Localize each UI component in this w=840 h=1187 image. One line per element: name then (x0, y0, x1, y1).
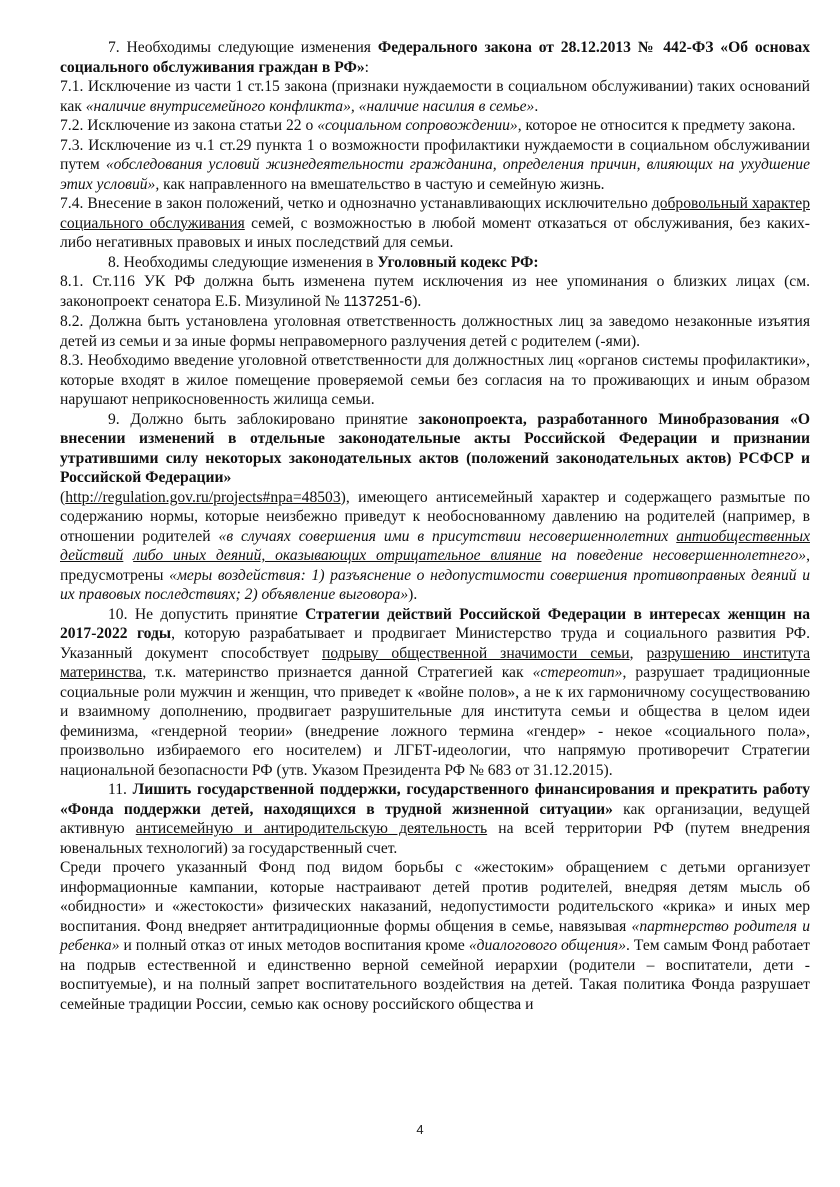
italic-quote: «стереотип» (532, 664, 623, 681)
underlined-phrase: разрушению института материнства (60, 644, 811, 681)
paragraph-text: 7. Необходимы следующие изменения (108, 39, 378, 56)
paragraph-7-4 (60, 194, 810, 253)
paragraph-text: на всей территории РФ (путем внедрения ювенальных технологий) за государственный счет. (60, 820, 810, 857)
regulation-link[interactable]: http://regulation.gov.ru/projects#npa=48503 (65, 488, 341, 506)
paragraph-8 (60, 253, 810, 273)
italic-quote (123, 547, 133, 564)
paragraph-text: , разрушает традиционные социальные роли мужчин и женщин, что приведет к «войне полов», а не к их гармоничному сосуществованию и взаимному дополнению, продвигает разрушительные для института семьи и общества в целом идеи феминизма, «гендерной теории» (внедрение ложного термина «гендер» - некое «социального пола», произвольно избираемого его носителем) и ЛГБТ-идеологии, что напрямую противоречит Стратегии национальной безопасности РФ (утв. Указом Президента РФ № 683 от 31.12.2015). (60, 664, 810, 779)
paragraph-text: ) (340, 488, 346, 506)
paragraph-7-3 (60, 136, 810, 195)
paragraph-text: 11. (108, 781, 133, 798)
italic-quote: «меры воздействия: 1) разъяснение о недопустимости совершения противоправных деяний и их правовых последствиях; 2) объявление выговора» (60, 566, 810, 603)
fund-title: Лишить государственной поддержки, государственного финансирования и прекратить работу «Фонда поддержки детей, находящихся в трудной жизненной ситуации» (60, 781, 811, 818)
paragraph-text: ( (60, 488, 66, 506)
paragraph-11 (60, 780, 810, 858)
paragraph-text: 9. Должно быть заблокировано принятие (108, 410, 419, 428)
paragraph-text: , которое не относится к предмету закона. (517, 117, 796, 134)
code-title: Уголовный кодекс РФ: (377, 253, 539, 271)
paragraph-text: 7.1. Исключение из части 1 ст.15 закона (признаки нуждаемости в социальном обслуживании) таких оснований как (60, 78, 810, 115)
paragraph-7 (60, 38, 810, 77)
paragraph-text: 7.3. Исключение из ч.1 ст.29 пункта 1 о возможности профилактики нуждаемости в социальном обслуживании путем (60, 136, 810, 173)
paragraph-text: : (364, 58, 369, 76)
paragraph-text: ). (412, 292, 422, 310)
underlined-quote: либо иных деяний, оказывающих отрицательное влияние (133, 547, 542, 564)
italic-quote: «диалогового общения» (468, 937, 627, 954)
underlined-phrase: добровольный характер социального обслуживания (60, 195, 810, 232)
paragraph-7-2 (60, 116, 810, 136)
paragraph-text: , которую разрабатывает и продвигает Министерство труда и социального развития РФ. Указанный документ способствует (60, 625, 810, 662)
paragraph-text: Среди прочего указанный Фонд под видом борьбы с «жестоким» обращением с детьми организует информационные кампании, которые настраивают детей против родителей, внедряя детям мысль об «обидности» и «жестокости» физических наказаний, недопустимости родительского «крика» и иных мер воспитания. Фонд внедряет антитрадиционные формы общения в семье, навязывая (60, 859, 810, 935)
italic-quote: «в случаях совершения ими в присутствии несовершеннолетних (218, 527, 677, 545)
paragraph-12 (60, 858, 810, 1014)
paragraph-9 (60, 410, 810, 605)
bill-title: законопроекта, разработанного Минобразования «О внесении изменений в отдельные законодательные акты Российской Федерации и признании утратившими силу некоторых законодательных актов (положений законодательных актов) РСФСР и Российской Федерации» (60, 410, 810, 486)
page-number: 4 (416, 1122, 424, 1137)
paragraph-text: , предусмотрены (60, 547, 811, 584)
paragraph-text: 8.1. Ст.116 УК РФ должна быть изменена путем исключения из нее упоминания о близких лицах (см. законопроект сенатора Е.Б. Мизулиной № (60, 273, 810, 310)
paragraph-text: 10. Не допустить принятие (108, 605, 306, 623)
paragraph-text: как организации, ведущей активную (60, 800, 810, 837)
underlined-phrase: антисемейную и антиродительскую деятельность (135, 820, 488, 837)
paragraph-8-1 (60, 272, 810, 312)
paragraph-text: . Тем самым Фонд работает на подрыв естественной и единственно верной семейной иерархии (родители – воспитатели, дети - воспитуемые), и на полный запрет воспитательного воздействия на детей. Такая политика Фонда разрушает семейные традиции России, семью как основу российского общества и (60, 937, 810, 1013)
paragraph-text: 7.2. Исключение из закона статьи 22 о (60, 117, 318, 134)
paragraph-text: семей, с возможностью в любой момент отказаться от обслуживания, без каких-либо негативных правовых и иных последствий для семьи. (60, 214, 810, 251)
paragraph-8-2: 8.2. Должна быть установлена уголовная ответственность должностных лиц за заведомо незаконные изъятия детей из семьи и за иные формы неправомерного разлучения детей с родителем (-ями). (60, 313, 810, 350)
paragraph-8-3: 8.3. Необходимо введение уголовной ответственности для должностных лиц «органов системы профилактики», которые входят в жилое помещение проверяемой семьи без согласия на то проживающих и иным образом нарушают неприкосновенность жилища семьи. (60, 352, 810, 408)
paragraph-text: , (629, 644, 647, 662)
paragraph-text: как направленного на вмешательство в частую и семейную жизнь. (159, 175, 605, 193)
paragraph-text: 7.4. Внесение в закон положений, четко и однозначно устанавливающих исключительно (60, 195, 652, 212)
document-page (60, 38, 810, 1014)
underlined-phrase: подрыву общественной значимости семьи (321, 644, 630, 662)
bill-number: 1137251-6 (343, 293, 413, 310)
paragraph-text: . (534, 97, 539, 115)
italic-quote: «наличие внутрисемейного конфликта», «наличие насилия в семье» (85, 97, 535, 115)
italic-quote: «партнерство родителя и ребенка» (60, 917, 810, 954)
paragraph-7-1 (60, 77, 810, 116)
paragraph-text: , т.к. материнство признается данной Стратегией как (142, 664, 533, 681)
paragraph-text: ). (408, 586, 418, 603)
italic-quote: «социальном сопровождении» (317, 117, 518, 134)
paragraph-text: 8. Необходимы следующие изменения в (108, 253, 378, 271)
strategy-title: Стратегии действий Российской Федерации в интересах женщин на 2017-2022 годы (60, 605, 810, 642)
paragraph-text: и полный отказ от иных методов воспитания кроме (119, 937, 469, 954)
italic-quote: «обследования условий жизнедеятельности гражданина, определения причин, влияющих на ухудшение этих условий», (60, 156, 810, 193)
italic-quote: на поведение несовершеннолетнего» (541, 547, 807, 564)
paragraph-10 (60, 605, 810, 781)
law-title: Федерального закона от 28.12.2013 № 442-ФЗ «Об основах социального обслуживания граждан в РФ» (60, 39, 810, 76)
underlined-quote: антиобщественных действий (60, 527, 810, 564)
paragraph-text: , имеющего антисемейный характер и содержащего размытые по содержанию нормы, которые неизбежно приведут к необоснованному давлению на родителей (например, в отношении родителей (60, 488, 810, 545)
